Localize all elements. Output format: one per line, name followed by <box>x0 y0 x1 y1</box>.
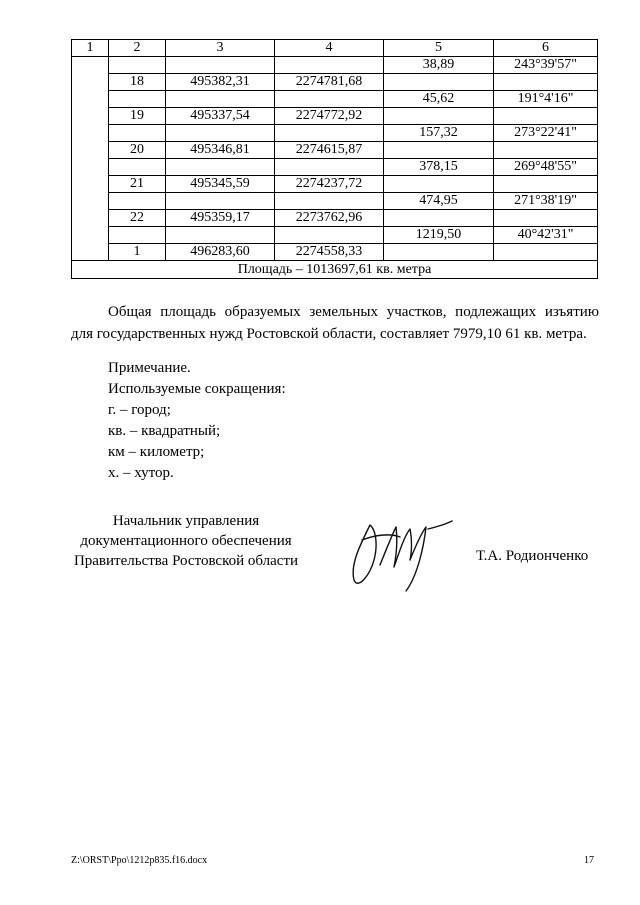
table-cell <box>109 91 166 108</box>
position-line: документационного обеспечения <box>80 533 292 549</box>
note-item: х. – хутор. <box>108 465 174 481</box>
table-cell: 18 <box>109 74 166 91</box>
table-cell: 2273762,96 <box>275 210 384 227</box>
table-cell: 474,95 <box>384 193 494 210</box>
table-cell <box>384 176 494 193</box>
table-cell <box>166 125 275 142</box>
table-cell <box>275 193 384 210</box>
table-cell <box>109 193 166 210</box>
table-cell: 21 <box>109 176 166 193</box>
table-cell: 273°22'41" <box>494 125 598 142</box>
table-cell: 2274237,72 <box>275 176 384 193</box>
table-cell <box>275 57 384 74</box>
table-header-row <box>72 40 598 57</box>
table-cell: 191°4'16" <box>494 91 598 108</box>
table-cell <box>109 159 166 176</box>
table-cell <box>494 244 598 261</box>
table-cell: 378,15 <box>384 159 494 176</box>
table-cell <box>166 227 275 244</box>
table-cell: 496283,60 <box>166 244 275 261</box>
header-cell: 1 <box>72 40 109 57</box>
table-cell: 157,32 <box>384 125 494 142</box>
table-cell <box>494 74 598 91</box>
table-cell: 495345,59 <box>166 176 275 193</box>
signatory-name: Т.А. Родионченко <box>476 548 589 564</box>
table-cell <box>166 159 275 176</box>
table-cell <box>384 74 494 91</box>
table-cell: 495359,17 <box>166 210 275 227</box>
table-cell: 45,62 <box>384 91 494 108</box>
table-cell <box>109 125 166 142</box>
table-cell <box>494 210 598 227</box>
table-cell <box>384 142 494 159</box>
position-line: Начальник управления <box>112 513 260 529</box>
table-cell <box>275 159 384 176</box>
paragraph-line: для государственных нужд Ростовской области, составляет 7979,10 61 кв. метра. <box>71 326 587 342</box>
note-intro: Используемые сокращения: <box>108 381 286 397</box>
table-cell <box>275 125 384 142</box>
table-cell: 22 <box>109 210 166 227</box>
handwritten-signature <box>340 505 460 595</box>
table-cell: 495346,81 <box>166 142 275 159</box>
page-number: 17 <box>584 855 594 866</box>
table-cell: 2274781,68 <box>275 74 384 91</box>
table-cell: 2274558,33 <box>275 244 384 261</box>
footer-file-path: Z:\ORST\Ppo\1212p835.f16.docx <box>71 855 208 866</box>
table-cell <box>166 57 275 74</box>
table-cell <box>384 108 494 125</box>
table-cell: 38,89 <box>384 57 494 74</box>
table-row <box>72 57 598 74</box>
table-cell <box>275 91 384 108</box>
table-row <box>72 210 598 227</box>
header-cell: 2 <box>109 40 166 57</box>
coordinates-table <box>71 39 598 279</box>
table-row <box>72 176 598 193</box>
table-cell <box>166 193 275 210</box>
table-cell <box>166 91 275 108</box>
paragraph-line: Общая площадь образуемых земельных участков, подлежащих изъятию <box>108 304 599 320</box>
table-cell: 2274615,87 <box>275 142 384 159</box>
table-cell: 495382,31 <box>166 74 275 91</box>
table-row <box>72 244 598 261</box>
note-item: г. – город; <box>108 402 171 418</box>
table-cell: 40°42'31" <box>494 227 598 244</box>
position-line: Правительства Ростовской области <box>73 553 299 569</box>
table-row <box>72 227 598 244</box>
table-cell: 19 <box>109 108 166 125</box>
table-row <box>72 142 598 159</box>
table-row <box>72 91 598 108</box>
total-area-paragraph <box>71 301 599 345</box>
table-cell <box>494 108 598 125</box>
table-cell: 2274772,92 <box>275 108 384 125</box>
table-cell <box>109 227 166 244</box>
table-cell: 1 <box>109 244 166 261</box>
abbreviations-note <box>108 358 286 484</box>
table-cell: 243°39'57" <box>494 57 598 74</box>
table-cell <box>384 244 494 261</box>
note-item: кв. – квадратный; <box>108 423 221 439</box>
table-cell: 1219,50 <box>384 227 494 244</box>
header-cell: 6 <box>494 40 598 57</box>
table-cell <box>494 176 598 193</box>
table-row <box>72 108 598 125</box>
note-title: Примечание. <box>108 360 191 376</box>
table-row <box>72 74 598 91</box>
table-cell: 20 <box>109 142 166 159</box>
header-cell: 3 <box>166 40 275 57</box>
header-cell: 5 <box>384 40 494 57</box>
table-cell: 269°48'55" <box>494 159 598 176</box>
table-cell <box>384 210 494 227</box>
table-cell <box>275 227 384 244</box>
table-cell: 271°38'19" <box>494 193 598 210</box>
table-cell <box>494 142 598 159</box>
table-row <box>72 193 598 210</box>
note-item: км – километр; <box>108 444 205 460</box>
table-cell: 495337,54 <box>166 108 275 125</box>
header-cell: 4 <box>275 40 384 57</box>
table-cell <box>109 57 166 74</box>
table-area-row <box>72 261 598 279</box>
signatory-position <box>71 511 301 571</box>
table-row <box>72 125 598 142</box>
area-cell: Площадь – 1013697,61 кв. метра <box>72 261 598 279</box>
table-row <box>72 159 598 176</box>
blank-first-column <box>72 57 109 261</box>
